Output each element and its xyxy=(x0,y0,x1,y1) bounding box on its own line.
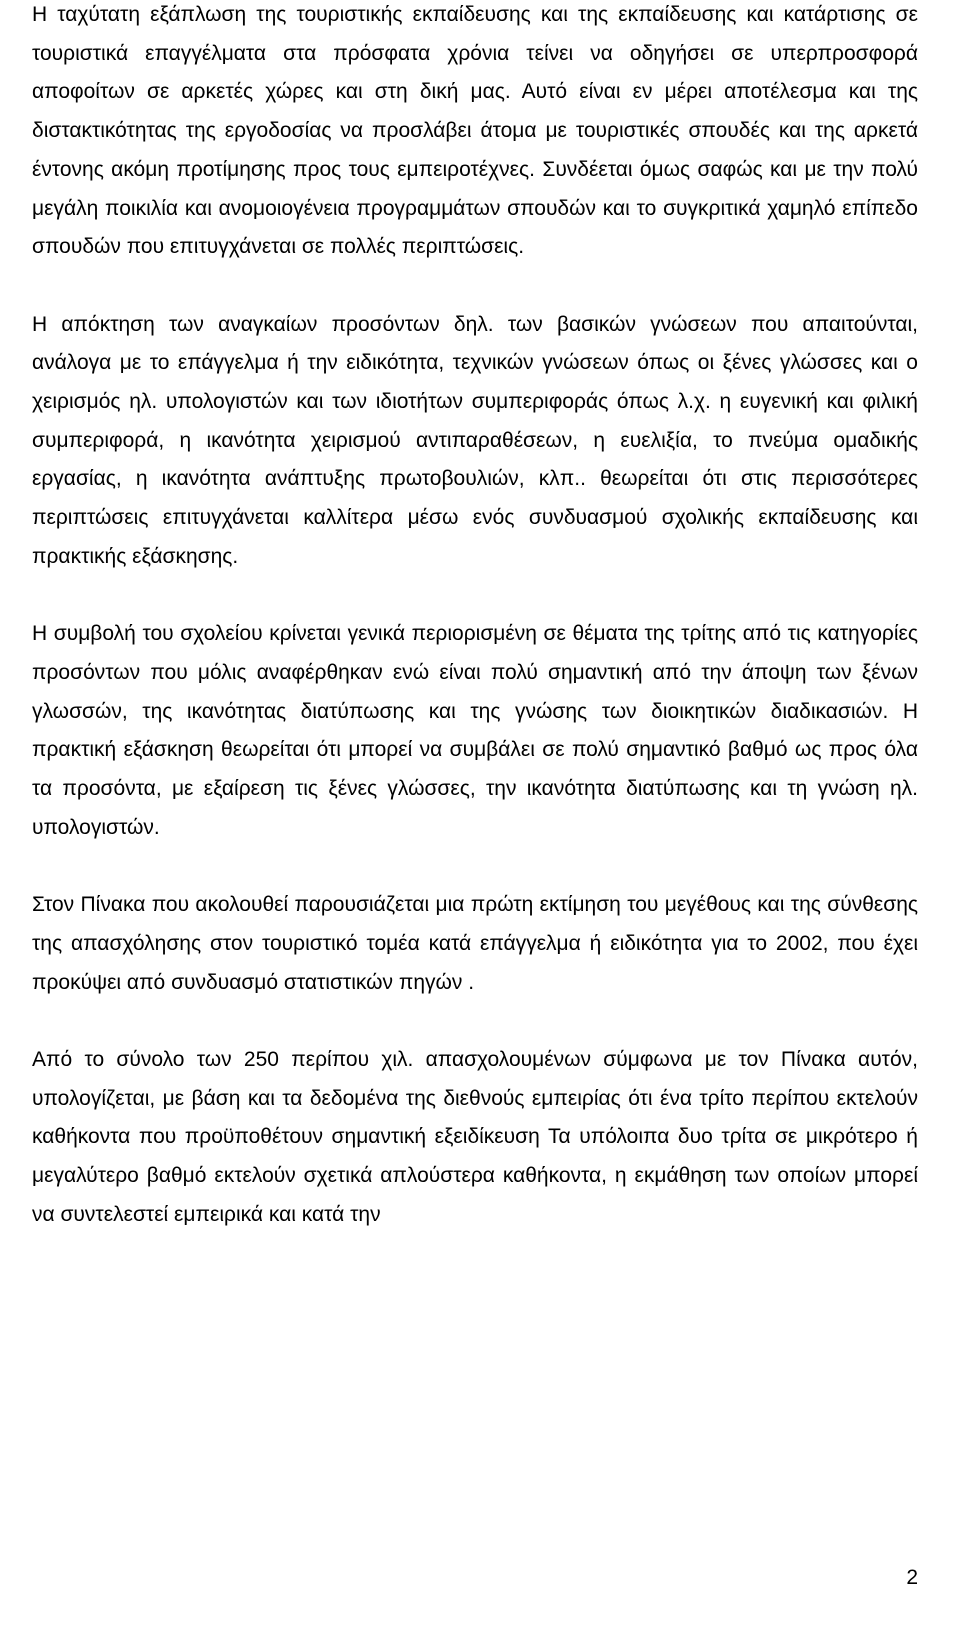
document-body xyxy=(32,0,918,1234)
page-number: 2 xyxy=(906,1566,918,1589)
paragraph-5: Από το σύνολο των 250 περίπου χιλ. απασχολουμένων σύμφωνα με τον Πίνακα αυτόν, υπολογίζεται, με βάση και τα δεδομένα της διεθνούς εμπειρίας ότι ένα τρίτο περίπου εκτελούν καθήκοντα που προϋποθέτουν σημαντική εξειδίκευση Τα υπόλοιπα δυο τρίτα σε μικρότερο ή μεγαλύτερο βαθμό εκτελούν σχετικά απλούστερα καθήκοντα, η εκμάθηση των οποίων μπορεί να συντελεστεί εμπειρικά και κατά την xyxy=(32,1047,918,1226)
paragraph-1: Η ταχύτατη εξάπλωση της τουριστικής εκπαίδευσης και της εκπαίδευσης και κατάρτισης σε τουριστικά επαγγέλματα στα πρόσφατα χρόνια τείνει να οδηγήσει σε υπερπροσφορά αποφοίτων σε αρκετές χώρες και στη δική μας. Αυτό είναι εν μέρει αποτέλεσμα και της διστακτικότητας της εργοδοσίας να προσλάβει άτομα με τουριστικές σπουδές και της αρκετά έντονης ακόμη προτίμησης προς τους εμπειροτέχνες. Συνδέεται όμως σαφώς και με την πολύ μεγάλη ποικιλία και ανομοιογένεια προγραμμάτων σπουδών και το συγκριτικά χαμηλό επίπεδο σπουδών που επιτυγχάνεται σε πολλές περιπτώσεις. xyxy=(32,3,918,259)
paragraph-2: Η απόκτηση των αναγκαίων προσόντων δηλ. των βασικών γνώσεων που απαιτούνται, ανάλογα με το επάγγελμα ή την ειδικότητα, τεχνικών γνώσεων όπως οι ξένες γλώσσες και ο χειρισμός ηλ. υπολογιστών και των ιδιοτήτων συμπεριφοράς όπως λ.χ. η ευγενική και φιλική συμπεριφορά, η ικανότητα χειρισμού αντιπαραθέσεων, η ευελιξία, το πνεύμα ομαδικής εργασίας, η ικανότητα ανάπτυξης πρωτοβουλιών, κλπ.. θεωρείται ότι στις περισσότερες περιπτώσεις επιτυγχάνεται καλλίτερα μέσω ενός συνδυασμού σχολικής εκπαίδευσης και πρακτικής εξάσκησης. xyxy=(32,312,918,568)
paragraph-3: Η συμβολή του σχολείου κρίνεται γενικά περιορισμένη σε θέματα της τρίτης από τις κατηγορίες προσόντων που μόλις αναφέρθηκαν ενώ είναι πολύ σημαντική από την άποψη των ξένων γλωσσών, της ικανότητας διατύπωσης και της γνώσης των διοικητικών διαδικασιών. Η πρακτική εξάσκηση θεωρείται ότι μπορεί να συμβάλει σε πολύ σημαντικό βαθμό ως προς όλα τα προσόντα, με εξαίρεση τις ξένες γλώσσες, την ικανότητα διατύπωσης και τη γνώση ηλ. υπολογιστών. xyxy=(32,622,918,839)
paragraph-4: Στον Πίνακα που ακολουθεί παρουσιάζεται μια πρώτη εκτίμηση του μεγέθους και της σύνθεσης της απασχόλησης στον τουριστικό τομέα κατά επάγγελμα ή ειδικότητα για το 2002, που έχει προκύψει από συνδυασμό στατιστικών πηγών . xyxy=(32,893,918,994)
